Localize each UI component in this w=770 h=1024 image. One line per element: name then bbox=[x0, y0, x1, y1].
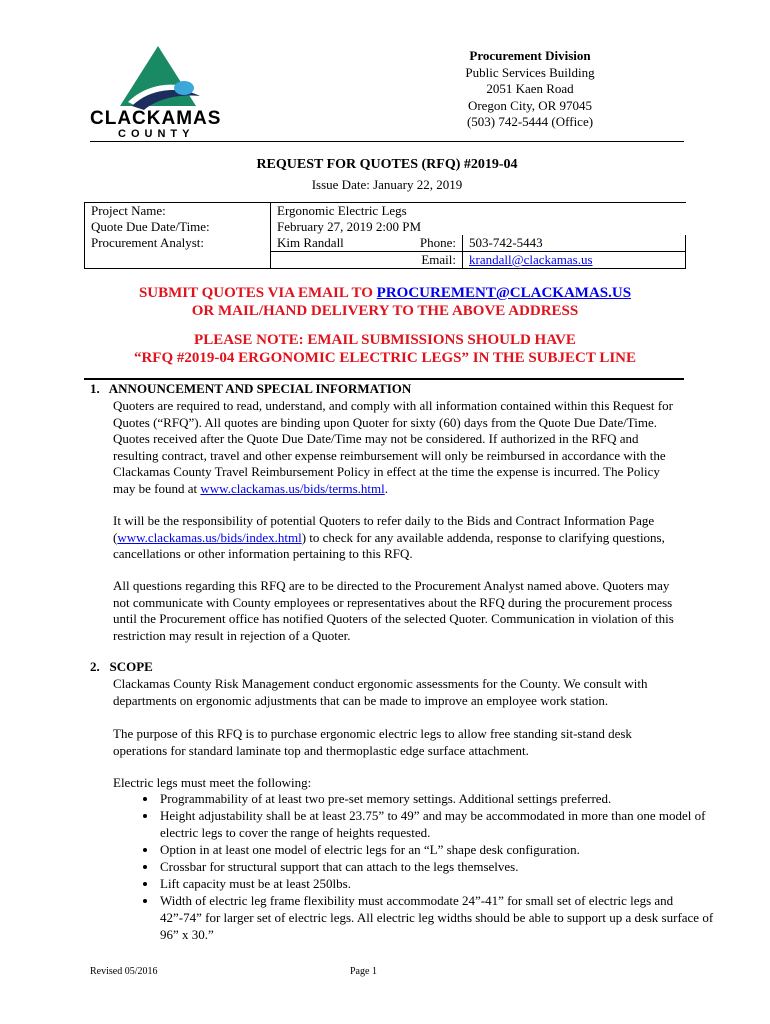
list-item: • Programmability of at least two pre-set memory settings. Additional settings preferred. bbox=[158, 790, 718, 807]
table-row bbox=[85, 252, 686, 269]
paragraph-text: ) to check for any available addenda, response to clarifying questions, cancellations or other information pertaining to this RFQ. bbox=[113, 529, 665, 562]
header-divider bbox=[90, 141, 684, 142]
delivery-notice: OR MAIL/HAND DELIVERY TO THE ABOVE ADDRESS bbox=[191, 303, 579, 319]
logo-county: COUNTY bbox=[118, 128, 195, 140]
paragraph-text: Quoters are required to read, understand, and comply with all information contained within this Request for Quotes (“RFQ”). All quotes are binding upon Quoter for sixty (60) days from the Quote Due Date/Time. Quotes received after the Quote Due Date/Time may not be considered. If authorized in the RFQ and resulting contract, travel and other expense reimbursement will only be reimbursed in accordance with the Clackamas County Travel Reimbursement Policy in effect at the time the expense is incurred. The Policy may be found at bbox=[113, 398, 673, 496]
terms-link[interactable]: www.clackamas.us/bids/terms.html bbox=[200, 480, 385, 496]
due-label: Quote Due Date/Time: bbox=[85, 219, 271, 235]
list-item: • Width of electric leg frame flexibility must accommodate 24”-41” for small set of electric legs and 42”-74” for larger set of electric legs. All electric leg widths should be able to support up a desk surface of 96” x 30.” bbox=[158, 892, 718, 943]
paragraph-text: . bbox=[384, 480, 388, 496]
phone-value: 503-742-5443 bbox=[463, 235, 686, 252]
section-2-paragraph-2: The purpose of this RFQ is to purchase ergonomic electric legs to allow free standing sit-stand desk operations for standard laminate top and thermoplastic edge surface attachment. bbox=[113, 726, 632, 758]
section-2-paragraph-1: Clackamas County Risk Management conduct ergonomic assessments for the County. We consult with departments on ergonomic adjustments that can be made to improve an employee work station. bbox=[113, 676, 648, 708]
table-row bbox=[85, 235, 686, 252]
list-item: • Crossbar for structural support that can attach to the legs themselves. bbox=[158, 858, 718, 875]
table-row bbox=[85, 219, 686, 235]
paragraph-text: It will be the responsibility of potential Quoters to refer daily to the Bids and Contract Information Page ( bbox=[113, 513, 655, 545]
project-value: Ergonomic Electric Legs bbox=[271, 203, 686, 220]
page-number: Page 1 bbox=[350, 966, 377, 977]
address-block bbox=[430, 48, 630, 131]
section-1-paragraph-2 bbox=[113, 513, 683, 563]
table-row bbox=[85, 203, 686, 220]
section-2-heading: 2. SCOPE bbox=[90, 659, 153, 674]
requirements-list bbox=[113, 790, 718, 943]
logo-mountain-icon bbox=[88, 44, 236, 114]
revised-date: Revised 05/2016 bbox=[90, 966, 158, 977]
list-item: • Height adjustability shall be at least 23.75” to 49” and may be accommodated in more than one model of electric legs to cover the range of heights requested. bbox=[158, 807, 718, 841]
due-value: February 27, 2019 2:00 PM bbox=[271, 219, 686, 235]
office-phone: (503) 742-5444 (Office) bbox=[466, 114, 594, 129]
list-item: • Option in at least one model of electric legs for an “L” shape desk configuration. bbox=[158, 841, 718, 858]
issue-date: Issue Date: January 22, 2019 bbox=[311, 177, 463, 192]
empty-cell bbox=[85, 252, 271, 269]
list-item: • Lift capacity must be at least 250lbs. bbox=[158, 875, 718, 892]
project-info-table bbox=[84, 202, 686, 269]
section-divider bbox=[84, 378, 684, 380]
project-label: Project Name: bbox=[85, 203, 271, 220]
subject-notice-line1: PLEASE NOTE: EMAIL SUBMISSIONS SHOULD HAVE bbox=[194, 332, 576, 348]
section-2-paragraph-3: Electric legs must meet the following: bbox=[113, 775, 312, 790]
analyst-value: Kim Randall bbox=[271, 235, 401, 252]
document-title: REQUEST FOR QUOTES (RFQ) #2019-04 bbox=[256, 157, 518, 172]
phone-label: Phone: bbox=[401, 235, 463, 252]
submit-notice bbox=[0, 285, 770, 302]
division-name: Procurement Division bbox=[469, 48, 591, 63]
logo-name: CLACKAMAS bbox=[90, 108, 222, 129]
street-address: 2051 Kaen Road bbox=[486, 81, 574, 96]
empty-cell bbox=[271, 252, 401, 269]
section-1-paragraph-1 bbox=[113, 398, 683, 498]
section-1-paragraph-3: All questions regarding this RFQ are to be directed to the Procurement Analyst named above. Quoters may not communicate with County employees or representatives about the RFQ during the procurement process until the Procurement office has notified Quoters of the selected Quoter. Communication in violation of this restriction may result in rejection of a Quoter. bbox=[113, 578, 674, 643]
subject-notice-line2: “RFQ #2019-04 ERGONOMIC ELECTRIC LEGS” IN THE SUBJECT LINE bbox=[133, 350, 637, 366]
email-label: Email: bbox=[401, 252, 463, 269]
bids-index-link[interactable]: www.clackamas.us/bids/index.html bbox=[117, 529, 302, 545]
building-name: Public Services Building bbox=[465, 64, 595, 80]
email-value-cell bbox=[463, 252, 686, 269]
analyst-label: Procurement Analyst: bbox=[85, 235, 271, 252]
section-1-heading: 1. ANNOUNCEMENT AND SPECIAL INFORMATION bbox=[90, 381, 412, 396]
procurement-email-link[interactable]: PROCUREMENT@CLACKAMAS.US bbox=[376, 285, 632, 301]
city-state-zip: Oregon City, OR 97045 bbox=[467, 97, 593, 113]
analyst-email-link[interactable]: krandall@clackamas.us bbox=[469, 252, 593, 267]
submit-notice-text: SUBMIT QUOTES VIA EMAIL TO bbox=[138, 285, 377, 301]
